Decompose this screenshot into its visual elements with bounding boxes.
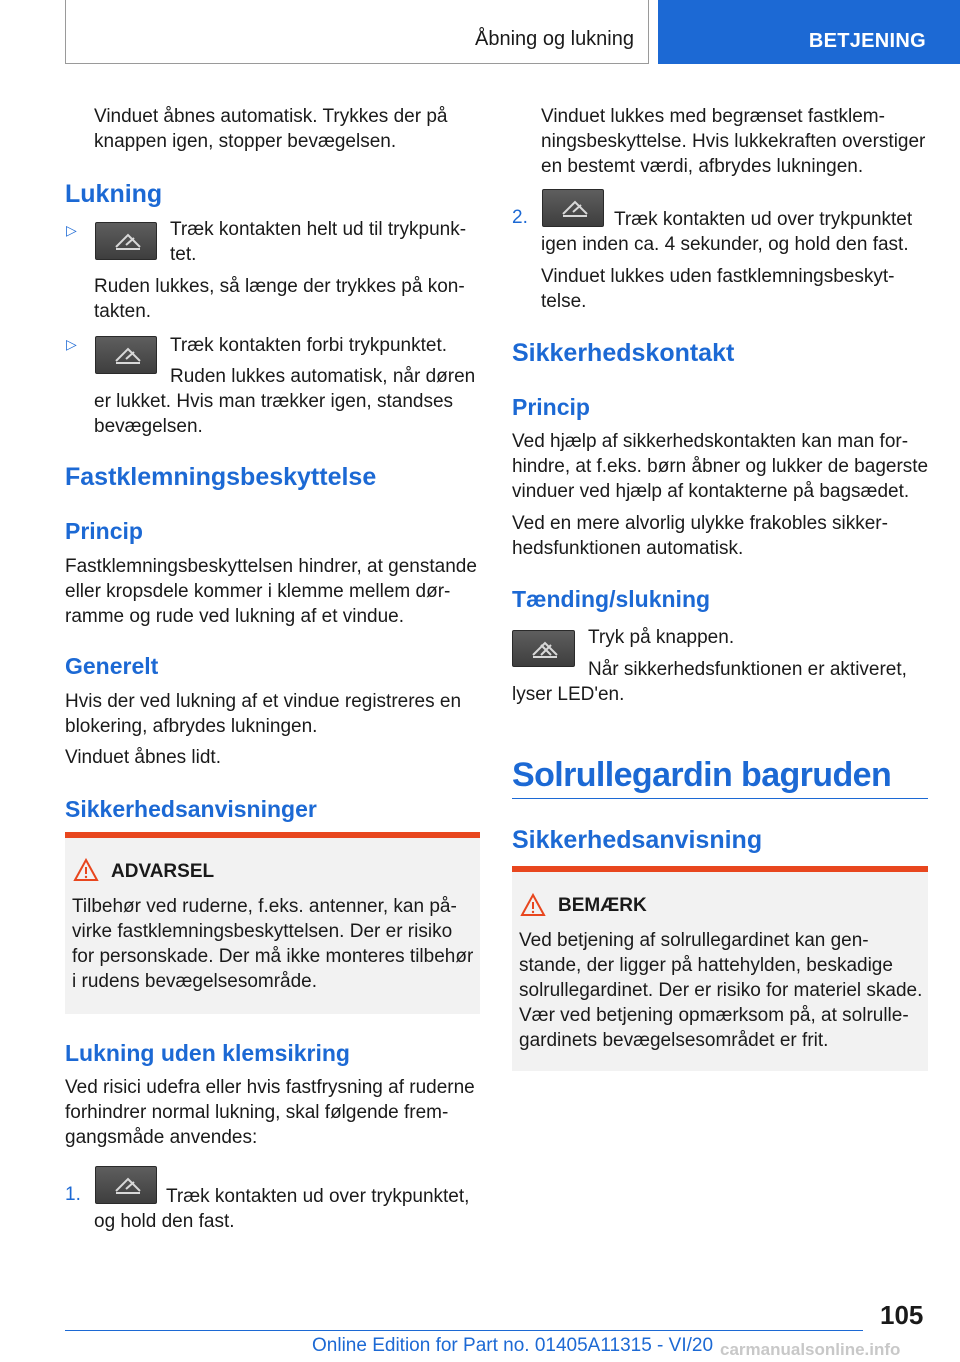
text-line: Vinduet lukkes uden fastklemningsbeskyt- — [541, 266, 895, 287]
warning-title: ADVARSEL — [111, 861, 215, 882]
notice-triangle-icon — [520, 893, 546, 917]
text-line: vinduer ved hjælp af kontakterne på bagsædet. — [512, 481, 910, 502]
text-line: i rudens bevægelsesområde. — [72, 971, 318, 992]
step2-text-line1: Træk kontakten ud over trykpunktet — [614, 209, 913, 230]
right-princip-paragraph-2 — [512, 511, 888, 561]
heading-taending-slukning: Tænding/slukning — [512, 586, 711, 612]
text-line: blokering, afbrydes lukningen. — [65, 716, 318, 737]
text-line: Ved hjælp af sikkerhedskontakten kan man for- — [512, 431, 909, 452]
warning-triangle-icon — [73, 858, 99, 882]
text-line: telse. — [541, 291, 587, 312]
window-switch-icon — [542, 189, 604, 227]
intro-paragraph — [94, 104, 447, 154]
text-line: gardinets bevægelsesområdet er frit. — [519, 1030, 829, 1051]
step-number: 2. — [512, 207, 528, 228]
header-section-tab — [65, 0, 649, 64]
step1-text-line1: Træk kontakten ud over trykpunktet, — [166, 1186, 470, 1207]
heading-solrullegardin-bagruden: Solrullegardin bagruden — [512, 756, 892, 794]
text-line: Fastklemningsbeskyttelsen hindrer, at genstande — [65, 556, 477, 577]
text-line: takten. — [94, 301, 152, 322]
heading-generelt: Generelt — [65, 653, 159, 679]
heading-princip-right: Princip — [512, 394, 590, 420]
heading-sikkerhedskontakt: Sikkerhedskontakt — [512, 339, 735, 367]
text-line: Ved risici udefra eller hvis fastfrysning af ruderne — [65, 1077, 475, 1098]
text-line: ningsbeskyttelse. Hvis lukkekraften overstiger — [541, 131, 926, 152]
header-chapter-tab — [658, 0, 960, 64]
heading-sikkerhedsanvisninger: Sikkerhedsanvisninger — [65, 796, 317, 822]
header-chapter-title: BETJENING — [808, 30, 926, 52]
window-switch-icon — [95, 336, 157, 374]
heading-underline — [512, 798, 928, 799]
text-line: hedsfunktionen automatisk. — [512, 538, 744, 559]
uden-paragraph — [65, 1075, 475, 1150]
item1-text — [170, 217, 466, 267]
text-line: gangsmåde anvendes: — [65, 1127, 258, 1148]
watermark: carmanualsonline.info — [720, 1340, 901, 1359]
right-intro-paragraph — [541, 104, 925, 179]
text-line: Ved betjening af solrullegardinet kan gen- — [519, 930, 869, 951]
text-line: en bestemt værdi, afbrydes lukningen. — [541, 156, 864, 177]
text-line: Ved en mere alvorlig ulykke frakobles sikker- — [512, 513, 888, 534]
text-line: Vinduet lukkes med begrænset fastklem- — [541, 106, 885, 127]
heading-fastklemningsbeskyttelse: Fastklemningsbeskyttelse — [65, 463, 377, 491]
text-line: er lukket. Hvis man trækker igen, standses — [94, 391, 454, 412]
text-line: solrullegardinet. Der er risiko for materiel skade. — [519, 980, 923, 1001]
heading-lukning-uden-klemsikring: Lukning uden klemsikring — [65, 1040, 350, 1066]
bullet-triangle-icon: ▷ — [66, 336, 77, 352]
bullet-triangle-icon: ▷ — [66, 222, 77, 238]
heading-lukning: Lukning — [65, 180, 163, 208]
taending-text2-line2: lyser LED'en. — [512, 684, 625, 705]
text-line: tet. — [170, 244, 197, 265]
taending-text2-line1: Når sikkerhedsfunktionen er aktiveret, — [588, 659, 907, 680]
step1-text-line2: og hold den fast. — [94, 1211, 235, 1232]
window-switch-icon — [95, 222, 157, 260]
item1-text2 — [94, 274, 465, 324]
step2-text2 — [541, 264, 894, 314]
item2-text: Træk kontakten forbi trykpunktet. — [170, 335, 448, 356]
heading-princip: Princip — [65, 518, 143, 544]
window-switch-icon — [95, 1166, 157, 1204]
text-line: bevægelsen. — [94, 416, 203, 437]
text-line: Vær ved betjening opmærksom på, at solrulle- — [519, 1005, 909, 1026]
text-line: virke fastklemningsbeskyttelsen. Der er risiko — [72, 921, 453, 942]
heading-sikkerhedsanvisning: Sikkerhedsanvisning — [512, 826, 763, 854]
taending-text: Tryk på knappen. — [588, 627, 735, 648]
generelt-paragraph — [65, 689, 461, 739]
text-line: eller kropsdele kommer i klemme mellem dør- — [65, 581, 451, 602]
text-line: Hvis der ved lukning af et vindue registreres en — [65, 691, 462, 712]
princip-paragraph — [65, 554, 477, 629]
text-line: for personskade. Der må ikke monteres tilbehør — [72, 946, 474, 967]
footer-edition: Online Edition for Part no. 01405A11315 - VI/20 — [312, 1335, 714, 1356]
text-line: Træk kontakten helt ud til trykpunk- — [170, 219, 467, 240]
safety-switch-icon — [512, 630, 575, 667]
page-number: 105 — [880, 1300, 924, 1330]
text-line: Ruden lukkes, så længe der trykkes på kon- — [94, 276, 465, 297]
text-line: Vinduet åbnes automatisk. Trykkes der på — [94, 106, 448, 127]
item2-text2-line1: Ruden lukkes automatisk, når døren — [170, 366, 476, 387]
warning-text — [72, 894, 473, 994]
notice-title: BEMÆRK — [558, 895, 647, 916]
text-line: forhindrer normal lukning, skal følgende frem- — [65, 1102, 449, 1123]
right-princip-paragraph — [512, 429, 928, 504]
text-line: hindre, at f.eks. børn åbner og lukker de bagerste — [512, 456, 929, 477]
step-number: 1. — [65, 1184, 81, 1205]
text-line: stande, der ligger på hattehylden, beskadige — [519, 955, 893, 976]
generelt-paragraph-2: Vinduet åbnes lidt. — [65, 747, 221, 768]
notice-text — [519, 928, 922, 1053]
footer-rule — [65, 1330, 863, 1331]
text-line: knappen igen, stopper bevægelsen. — [94, 131, 397, 152]
text-line: Tilbehør ved ruderne, f.eks. antenner, kan på- — [72, 896, 457, 917]
header-section-title: Åbning og lukning — [474, 28, 634, 50]
item2-text2 — [94, 389, 453, 439]
step2-text-line2: igen inden ca. 4 sekunder, og hold den fast. — [541, 234, 909, 255]
text-line: ramme og rude ved lukning af et vindue. — [65, 606, 405, 627]
